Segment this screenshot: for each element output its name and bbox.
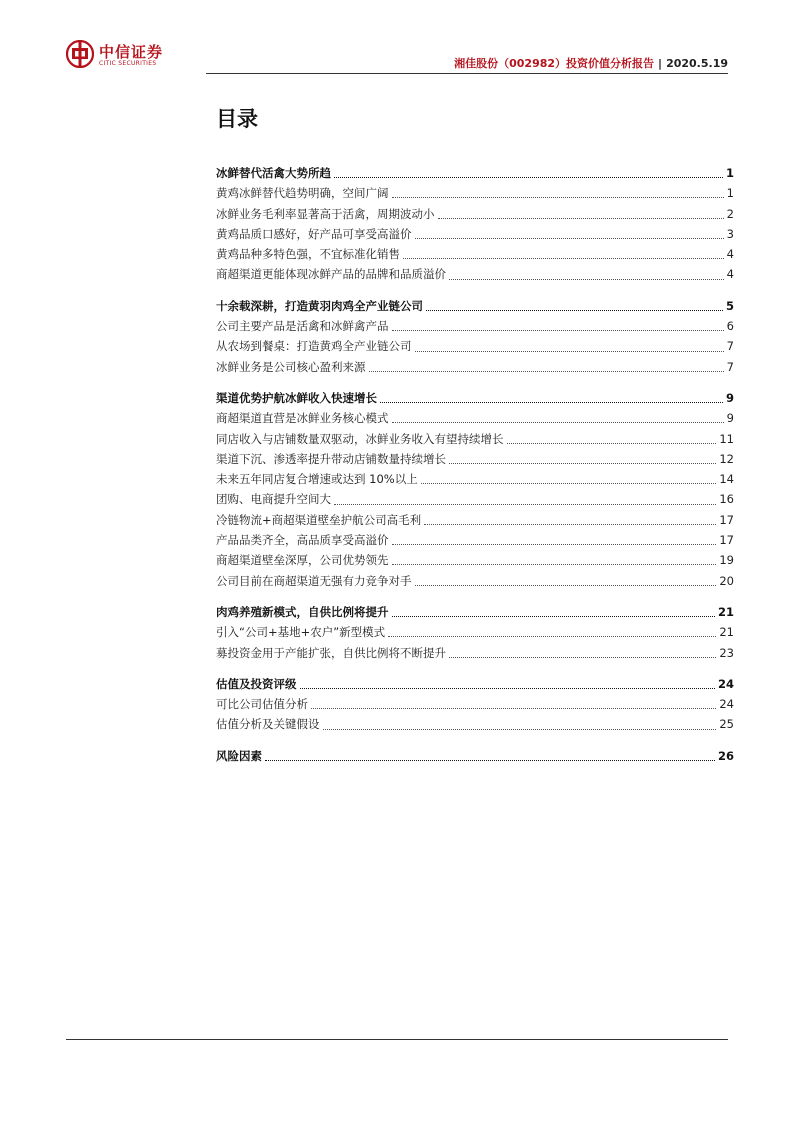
- page-number: 7: [726, 359, 734, 374]
- toc-heading[interactable]: [216, 602, 734, 622]
- toc-section: [216, 163, 734, 285]
- dot-leader: [421, 482, 717, 484]
- dot-leader: [392, 421, 724, 423]
- toc-entry-label: 募投资金用于产能扩张，自供比例将不断提升: [216, 645, 446, 660]
- toc-entry[interactable]: [216, 530, 734, 550]
- header-separator: |: [658, 57, 663, 70]
- page-number: 12: [719, 451, 734, 466]
- report-date: 2020.5.19: [666, 57, 728, 70]
- toc-heading[interactable]: [216, 296, 734, 316]
- toc-entry[interactable]: [216, 449, 734, 469]
- table-of-contents: [216, 163, 734, 777]
- toc-entry-label: 公司主要产品是活禽和冰鲜禽产品: [216, 319, 389, 334]
- page-number: 9: [726, 411, 734, 426]
- toc-entry[interactable]: [216, 550, 734, 570]
- toc-heading-label: 肉鸡养殖新模式，自供比例将提升: [216, 604, 389, 619]
- toc-entry[interactable]: [216, 316, 734, 336]
- dot-leader: [334, 503, 716, 505]
- page-number: 26: [717, 748, 734, 763]
- dot-leader: [449, 278, 724, 280]
- citic-logo: [66, 38, 186, 74]
- page-number: 21: [719, 625, 734, 640]
- toc-section: [216, 388, 734, 591]
- toc-entry-label: 商超渠道更能体现冰鲜产品的品牌和品质溢价: [216, 267, 446, 282]
- dot-leader: [392, 196, 724, 198]
- toc-entry-label: 冷链物流+商超渠道壁垒护航公司高毛利: [216, 512, 422, 527]
- dot-leader: [392, 329, 724, 331]
- toc-entry[interactable]: [216, 429, 734, 449]
- page-number: 17: [719, 533, 734, 548]
- toc-heading[interactable]: [216, 388, 734, 408]
- page-number: 7: [726, 339, 734, 354]
- dot-leader: [392, 615, 715, 617]
- toc-entry-label: 公司目前在商超渠道无强有力竞争对手: [216, 573, 412, 588]
- toc-entry[interactable]: [216, 357, 734, 377]
- page-number: 4: [726, 247, 734, 262]
- page-number: 11: [719, 431, 734, 446]
- toc-entry[interactable]: [216, 244, 734, 264]
- toc-entry[interactable]: [216, 183, 734, 203]
- logo-text-en: CITIC SECURITIES: [99, 60, 157, 67]
- dot-leader: [265, 759, 715, 761]
- dot-leader: [311, 707, 716, 709]
- logo-text-cn: 中信证券: [99, 43, 164, 61]
- toc-entry[interactable]: [216, 264, 734, 284]
- toc-entry-label: 未来五年同店复合增速或达到 10%以上: [216, 472, 418, 487]
- toc-heading[interactable]: [216, 746, 734, 766]
- toc-heading[interactable]: [216, 163, 734, 183]
- toc-entry-label: 冰鲜业务毛利率显著高于活禽，周期波动小: [216, 206, 435, 221]
- toc-entry-label: 黄鸡品种多特色强，不宜标准化销售: [216, 247, 400, 262]
- page-number: 16: [719, 492, 734, 507]
- dot-leader: [334, 176, 723, 178]
- toc-entry-label: 黄鸡品质口感好，好产品可享受高溢价: [216, 226, 412, 241]
- toc-entry-label: 渠道下沉、渗透率提升带动店铺数量持续增长: [216, 451, 446, 466]
- page-number: 23: [719, 645, 734, 660]
- dot-leader: [415, 584, 717, 586]
- page-number: 6: [726, 319, 734, 334]
- page-title: 目录: [216, 107, 258, 131]
- toc-entry[interactable]: [216, 714, 734, 734]
- toc-heading-label: 风险因素: [216, 748, 262, 763]
- toc-entry-label: 同店收入与店铺数量双驱动，冰鲜业务收入有望持续增长: [216, 431, 504, 446]
- toc-heading-label: 冰鲜替代活禽大势所趋: [216, 166, 331, 180]
- toc-section: [216, 746, 734, 766]
- dot-leader: [369, 370, 724, 372]
- toc-section: [216, 674, 734, 735]
- page-number: 5: [725, 298, 734, 313]
- dot-leader: [300, 687, 715, 689]
- page-number: 20: [719, 573, 734, 588]
- dot-leader: [388, 635, 716, 637]
- toc-entry[interactable]: [216, 224, 734, 244]
- report-title: 湘佳股份（002982）投资价值分析报告: [454, 57, 655, 70]
- dot-leader: [323, 728, 717, 730]
- dot-leader: [392, 543, 717, 545]
- dot-leader: [415, 237, 724, 239]
- toc-entry[interactable]: [216, 469, 734, 489]
- toc-entry[interactable]: [216, 643, 734, 663]
- citic-logo-icon: [66, 40, 94, 68]
- dot-leader: [507, 442, 717, 444]
- page-number: 19: [719, 553, 734, 568]
- toc-entry[interactable]: [216, 204, 734, 224]
- dot-leader: [380, 401, 723, 403]
- toc-entry-label: 团购、电商提升空间大: [216, 492, 331, 507]
- header-rule: [206, 73, 728, 74]
- toc-entry[interactable]: [216, 510, 734, 530]
- toc-entry[interactable]: [216, 571, 734, 591]
- toc-entry-label: 产品品类齐全，高品质享受高溢价: [216, 533, 389, 548]
- toc-entry-label: 黄鸡冰鲜替代趋势明确，空间广阔: [216, 186, 389, 201]
- toc-entry[interactable]: [216, 622, 734, 642]
- dot-leader: [403, 257, 724, 259]
- page-number: 4: [726, 267, 734, 282]
- page-number: 17: [719, 512, 734, 527]
- dot-leader: [424, 523, 716, 525]
- toc-entry-label: 从农场到餐桌：打造黄鸡全产业链公司: [216, 339, 412, 354]
- page-number: 1: [725, 166, 734, 180]
- page-number: 1: [726, 186, 734, 201]
- page-number: 21: [717, 604, 734, 619]
- toc-entry[interactable]: [216, 694, 734, 714]
- dot-leader: [449, 656, 716, 658]
- dot-leader: [438, 217, 724, 219]
- dot-leader: [392, 563, 717, 565]
- toc-entry-label: 冰鲜业务是公司核心盈利来源: [216, 359, 366, 374]
- toc-entry-label: 估值分析及关键假设: [216, 717, 320, 732]
- dot-leader: [415, 350, 724, 352]
- page-number: 14: [719, 472, 734, 487]
- toc-entry[interactable]: [216, 489, 734, 509]
- toc-entry-label: 商超渠道壁垒深厚，公司优势领先: [216, 553, 389, 568]
- toc-section: [216, 602, 734, 663]
- toc-entry[interactable]: [216, 336, 734, 356]
- toc-entry[interactable]: [216, 408, 734, 428]
- dot-leader: [426, 309, 723, 311]
- dot-leader: [449, 462, 716, 464]
- toc-section: [216, 296, 734, 377]
- toc-entry-label: 商超渠道直营是冰鲜业务核心模式: [216, 411, 389, 426]
- page-header: [454, 55, 728, 71]
- page-number: 9: [725, 390, 734, 405]
- footer-rule: [66, 1039, 728, 1040]
- toc-entry-label: 引入“公司+基地+农户”新型模式: [216, 625, 386, 640]
- toc-entry-label: 可比公司估值分析: [216, 697, 308, 712]
- toc-heading[interactable]: [216, 674, 734, 694]
- toc-heading-label: 渠道优势护航冰鲜收入快速增长: [216, 390, 377, 405]
- page-number: 2: [726, 206, 734, 221]
- page-number: 3: [726, 226, 734, 241]
- page-number: 24: [717, 676, 734, 691]
- toc-heading-label: 估值及投资评级: [216, 676, 297, 691]
- page-number: 25: [719, 717, 734, 732]
- page-number: 24: [719, 697, 734, 712]
- toc-heading-label: 十余载深耕，打造黄羽肉鸡全产业链公司: [216, 298, 423, 313]
